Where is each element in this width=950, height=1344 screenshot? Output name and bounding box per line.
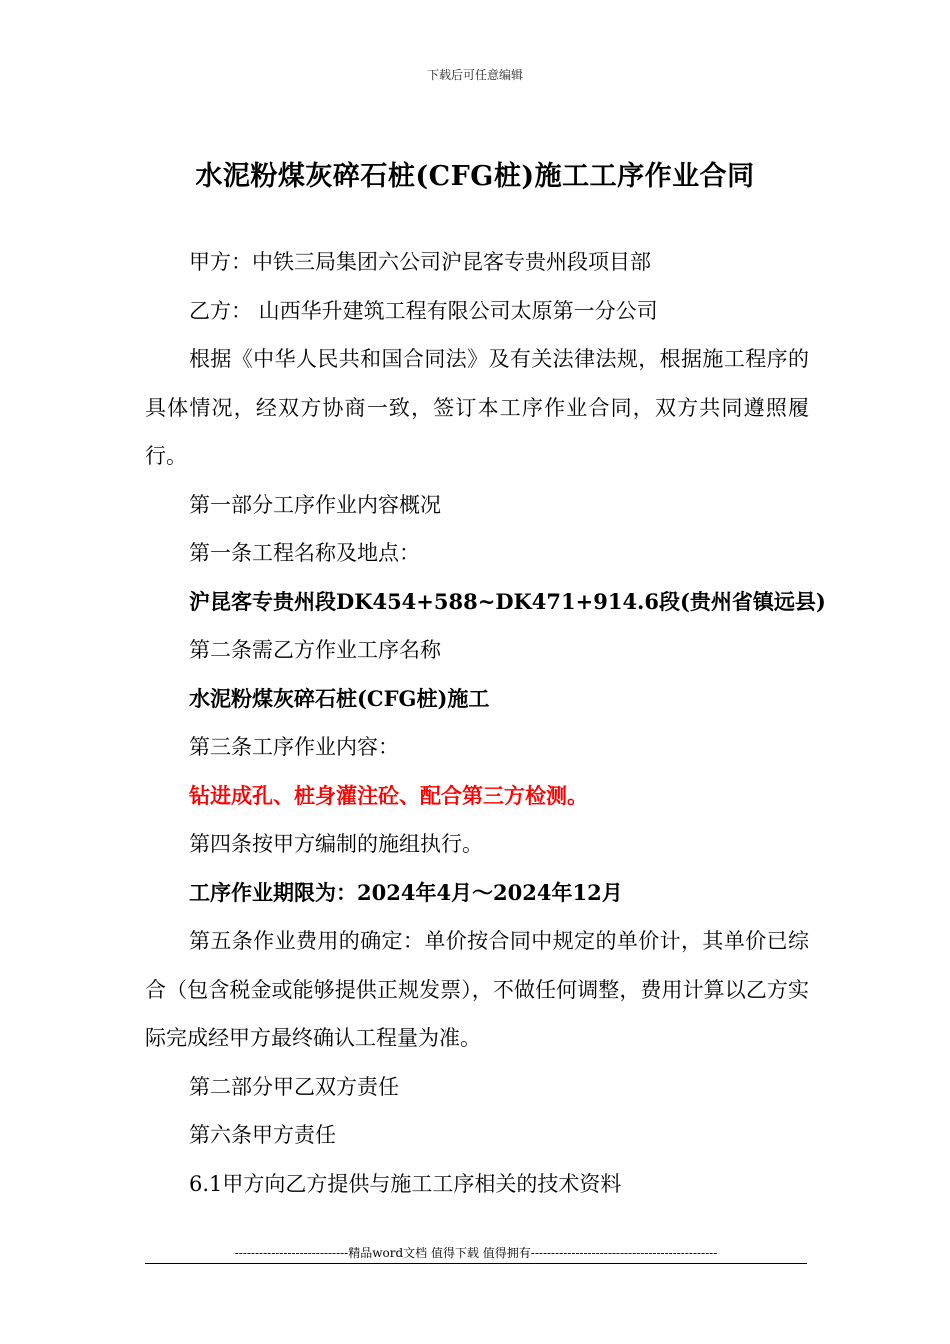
work-content: 钻进成孔、桩身灌注砼、配合第三方检测。 (189, 782, 588, 808)
article-one-heading: 第一条工程名称及地点： (189, 541, 420, 565)
footer-note: ----------------------------精品word文档 值得下载 值得拥有---------------------------------------------- (234, 1246, 718, 1260)
process-name: 水泥粉煤灰碎石桩(CFG桩)施工 (189, 685, 490, 711)
part-one-heading: 第一部分工序作业内容概况 (189, 492, 441, 517)
clause-6-1: 6.1甲方向乙方提供与施工工序相关的技术资料 (189, 1171, 622, 1196)
article-two-heading: 第二条需乙方作业工序名称 (189, 638, 441, 662)
party-a: 甲方：中铁三局集团六公司沪昆客专贵州段项目部 (189, 250, 651, 274)
document-body (145, 238, 826, 1208)
part-two-heading: 第二部分甲乙双方责任 (189, 1074, 399, 1099)
footer-divider (145, 1263, 807, 1264)
document-title: 水泥粉煤灰碎石桩(CFG桩)施工工序作业合同 (195, 161, 755, 192)
work-period: 工序作业期限为：2024年4月～2024年12月 (189, 879, 623, 905)
article-four: 第四条按甲方编制的施组执行。 (189, 832, 483, 856)
header-note: 下载后可任意编辑 (426, 68, 523, 82)
article-three-heading: 第三条工序作业内容： (189, 735, 399, 759)
preamble-paragraph: 根据《中华人民共和国合同法》及有关法律法规，根据施工程序的具体情况，经双方协商一致，签订本工序作业合同，双方共同遵照履行。 (145, 347, 809, 468)
article-five: 第五条作业费用的确定：单价按合同中规定的单价计，其单价已综合（包含税金或能够提供正规发票），不做任何调整，费用计算以乙方实际完成经甲方最终确认工程量为准。 (145, 929, 809, 1050)
project-location: 沪昆客专贵州段DK454+588~DK471+914.6段(贵州省镇远县) (189, 588, 826, 614)
article-six-heading: 第六条甲方责任 (189, 1123, 336, 1147)
party-b: 乙方： 山西华升建筑工程有限公司太原第一分公司 (189, 298, 658, 323)
